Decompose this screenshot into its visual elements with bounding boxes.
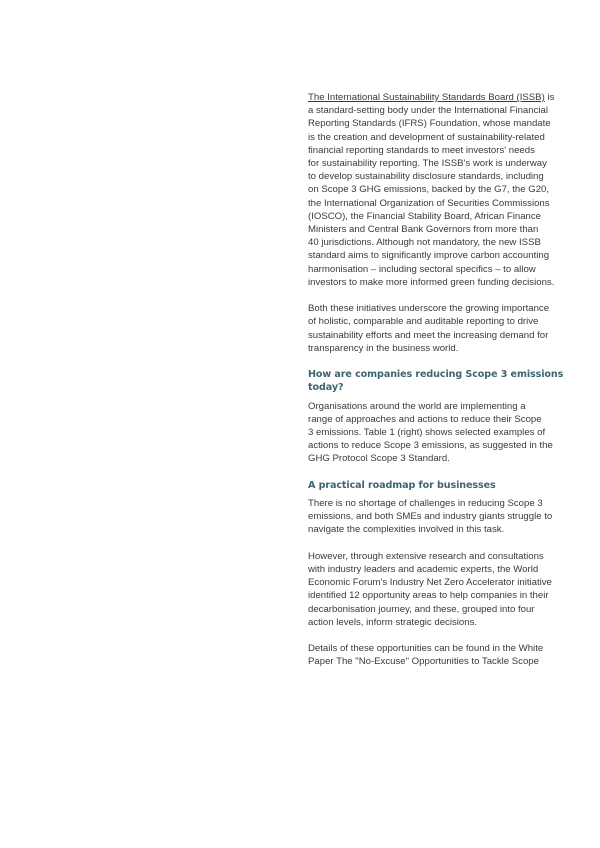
text-line: harmonisation – including sectoral specifics – to allow (308, 263, 536, 275)
text-line: emissions, and both SMEs and industry giants struggle to (308, 511, 553, 523)
section-heading-reducing-scope3 (308, 368, 564, 394)
text-line: of holistic, comparable and auditable reporting to drive (308, 316, 539, 328)
heading-line: A practical roadmap for businesses (308, 479, 496, 491)
text-line: is the creation and development of sustainability-related (308, 131, 545, 143)
paragraph-organisations (308, 400, 558, 466)
text-line: Economic Forum's Industry Net Zero Accelerator initiative (308, 577, 552, 589)
text-line (308, 91, 558, 104)
paragraph-research (308, 550, 558, 629)
paragraph-challenges (308, 497, 558, 537)
text-line: 3 emissions. Table 1 (right) shows selected examples of (308, 427, 546, 439)
text-line: the International Organization of Securities Commissions (308, 197, 550, 209)
text-line: to develop sustainability disclosure standards, including (308, 171, 544, 183)
article-column (308, 91, 564, 682)
text-line: Organisations around the world are implementing a (308, 400, 526, 412)
section-heading-roadmap (308, 479, 558, 492)
text-line: with industry leaders and academic experts, the World (308, 564, 539, 576)
text-line: GHG Protocol Scope 3 Standard. (308, 453, 450, 465)
text-line: Ministers and Central Bank Governors from more than (308, 224, 539, 236)
text-line: There is no shortage of challenges in reducing Scope 3 (308, 498, 543, 510)
issb-link[interactable]: The International Sustainability Standards Board (ISSB) (308, 92, 545, 103)
text-line: identified 12 opportunity areas to help companies in their (308, 590, 549, 602)
text-fragment: is (544, 92, 555, 103)
text-line: investors to make more informed green funding decisions. (308, 276, 555, 288)
text-line: Details of these opportunities can be found in the White (308, 643, 544, 655)
text-line: on Scope 3 GHG emissions, backed by the G7, the G20, (308, 184, 550, 196)
text-line: a standard-setting body under the International Financial (308, 105, 548, 117)
text-line: Paper The "No-Excuse" Opportunities to Tackle Scope (308, 656, 539, 668)
text-line: range of approaches and actions to reduce their Scope (308, 413, 542, 425)
text-line: for sustainability reporting. The ISSB's work is underway (308, 158, 547, 170)
heading-line: How are companies reducing Scope 3 emissions (308, 369, 564, 381)
text-line: Reporting Standards (IFRS) Foundation, whose mandate (308, 118, 551, 130)
paragraph-initiatives (308, 302, 558, 355)
text-line: action levels, inform strategic decisions. (308, 616, 478, 628)
text-line: transparency in the business world. (308, 342, 459, 354)
text-line: sustainability efforts and meet the increasing demand for (308, 329, 549, 341)
text-line: financial reporting standards to meet investors' needs (308, 144, 535, 156)
text-line: navigate the complexities involved in this task. (308, 524, 505, 536)
text-line: (IOSCO), the Financial Stability Board, African Finance (308, 210, 542, 222)
text-line: actions to reduce Scope 3 emissions, as suggested in the (308, 440, 553, 452)
paragraph-issb (308, 91, 558, 289)
text-line: However, through extensive research and consultations (308, 550, 544, 562)
text-line: decarbonisation journey, and these, grouped into four (308, 603, 535, 615)
text-line: 40 jurisdictions. Although not mandatory, the new ISSB (308, 237, 541, 249)
text-line: Both these initiatives underscore the growing importance (308, 303, 550, 315)
paragraph-details (308, 642, 558, 668)
heading-line: today? (308, 382, 344, 394)
text-line: standard aims to significantly improve carbon accounting (308, 250, 550, 262)
